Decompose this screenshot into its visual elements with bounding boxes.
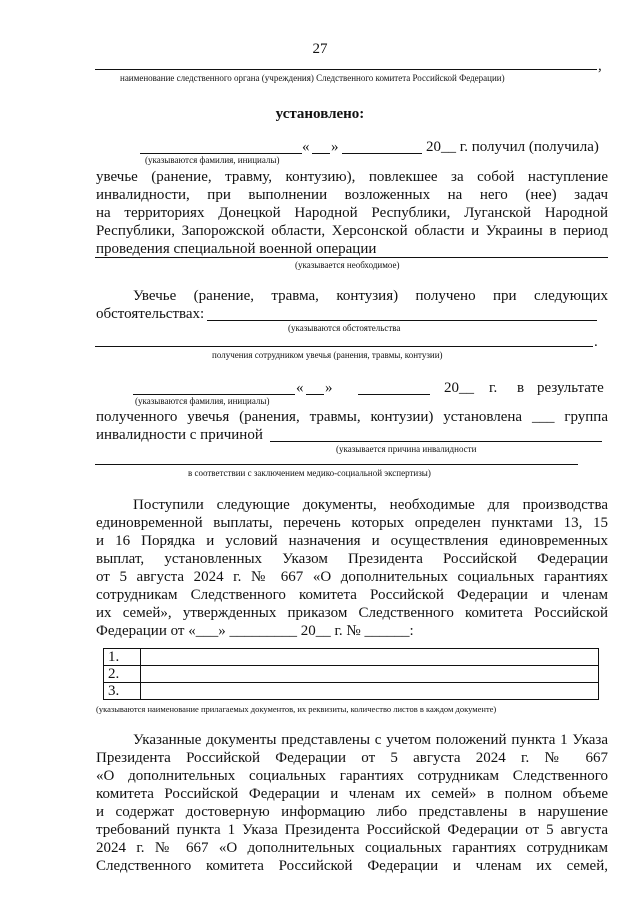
row-number: 1. — [104, 649, 141, 666]
block5-line-2: Президента Российской Федерации от 5 августа 2024 г. № 667 — [96, 750, 608, 766]
header-line — [95, 69, 597, 70]
g-3: г. — [489, 380, 498, 396]
block5-line-5: и содержат достоверную информацию либо представлены в нарушение — [96, 804, 608, 820]
caption-name-1: (указываются фамилия, инициалы) — [145, 155, 280, 165]
header-caption: наименование следственного органа (учреждения) Следственного комитета Российской Федерации) — [120, 73, 505, 83]
block4-line-8: Федерации от «___» _________ 20__ г. № ______: — [96, 623, 414, 639]
block4-line-4: выплат, установленных Указом Президента Российской Федерации — [96, 551, 608, 567]
month-blank-1 — [342, 153, 422, 154]
block4-line-1: Поступили следующие документы, необходимые для производства — [133, 497, 608, 513]
name-blank-3 — [133, 394, 295, 395]
document-cell[interactable] — [141, 666, 599, 683]
page-number: 27 — [312, 41, 328, 57]
block2-dot: . — [594, 334, 598, 350]
row-number: 2. — [104, 666, 141, 683]
needed-line — [95, 257, 608, 258]
table-row — [104, 666, 599, 683]
row-number: 3. — [104, 683, 141, 700]
documents-table — [103, 648, 599, 700]
name-blank-1 — [140, 153, 302, 154]
quote-open-3: « — [296, 380, 304, 396]
year-3: 20__ — [444, 380, 474, 396]
day-blank-3 — [306, 394, 324, 395]
header-comma: , — [598, 58, 602, 74]
block1-line-5: проведения специальной военной операции — [96, 241, 377, 257]
block4-line-7: их семей», утвержденных приказом Следственного комитета Российской — [96, 605, 608, 621]
caption-needed: (указывается необходимое) — [295, 260, 400, 270]
quote-close-3: » — [325, 380, 333, 396]
block1-line-2: инвалидности, при выполнении возложенных на него (нее) задач — [96, 187, 608, 203]
cause-blank — [270, 441, 602, 442]
block5-line-3: «О дополнительных социальных гарантиях сотрудникам Следственного — [96, 768, 608, 784]
block1-line-4: Республики, Запорожской области, Херсонской области и Украины в период — [96, 223, 608, 239]
month-blank-3 — [358, 394, 430, 395]
document-cell[interactable] — [141, 649, 599, 666]
caption-cause: (указывается причина инвалидности — [336, 444, 477, 454]
block3-label: инвалидности с причиной — [96, 427, 263, 443]
block2-label: обстоятельствах: — [96, 306, 205, 322]
block1-line-1: увечье (ранение, травму, контузию), повлекшее за собой наступление — [96, 169, 608, 185]
section-title: установлено: — [275, 106, 365, 122]
result-3: результате — [537, 380, 604, 396]
caption-name-3: (указываются фамилия, инициалы) — [135, 396, 270, 406]
caption-expert: в соответствии с заключением медико-социальной экспертизы) — [188, 468, 431, 478]
block4-line-2: единовременной выплаты, перечень которых определен пунктами 13, 15 — [96, 515, 608, 531]
block5-line-8: Следственного комитета Российской Федерации и членам их семей, — [96, 858, 608, 874]
block4-line-6: сотрудникам Следственного комитета Российской Федерации и членам — [96, 587, 608, 603]
block5-line-4: комитета Российской Федерации и членам их семей» в полном объеме — [96, 786, 608, 802]
caption-circumstances: (указываются обстоятельства — [288, 323, 401, 333]
cause-blank-2 — [95, 464, 578, 465]
block2-line-1: Увечье (ранение, травма, контузия) получено при следующих — [133, 288, 608, 304]
document-cell[interactable] — [141, 683, 599, 700]
quote-open-1: « — [302, 139, 310, 155]
table-row — [104, 683, 599, 700]
quote-close-1: » — [331, 139, 339, 155]
block4-line-5: от 5 августа 2024 г. № 667 «О дополнительных социальных гарантиях — [96, 569, 608, 585]
table-caption: (указываются наименование прилагаемых документов, их реквизиты, количество листов в каждом документе) — [96, 704, 497, 714]
block5-line-1: Указанные документы представлены с учетом положений пункта 1 Указа — [133, 732, 608, 748]
day-blank-1 — [312, 153, 330, 154]
circumstances-blank-2 — [95, 346, 593, 347]
circumstances-blank — [207, 320, 597, 321]
v-3: в — [517, 380, 525, 396]
block5-line-7: 2024 г. № 667 «О дополнительных социальных гарантиях сотрудникам — [96, 840, 608, 856]
block4-line-3: и 16 Порядка и условий назначения и осуществления единовременных — [96, 533, 608, 549]
block3-line-2: полученного увечья (ранения, травмы, контузии) установлена ___ группа — [96, 409, 608, 425]
year-received: 20__ г. получил (получила) — [426, 139, 599, 155]
block5-line-6: требований пункта 1 Указа Президента Российской Федерации от 5 августа — [96, 822, 608, 838]
table-row — [104, 649, 599, 666]
block1-line-3: на территориях Донецкой Народной Республики, Луганской Народной — [96, 205, 608, 221]
caption-receipt: получения сотрудником увечья (ранения, травмы, контузии) — [212, 350, 443, 360]
